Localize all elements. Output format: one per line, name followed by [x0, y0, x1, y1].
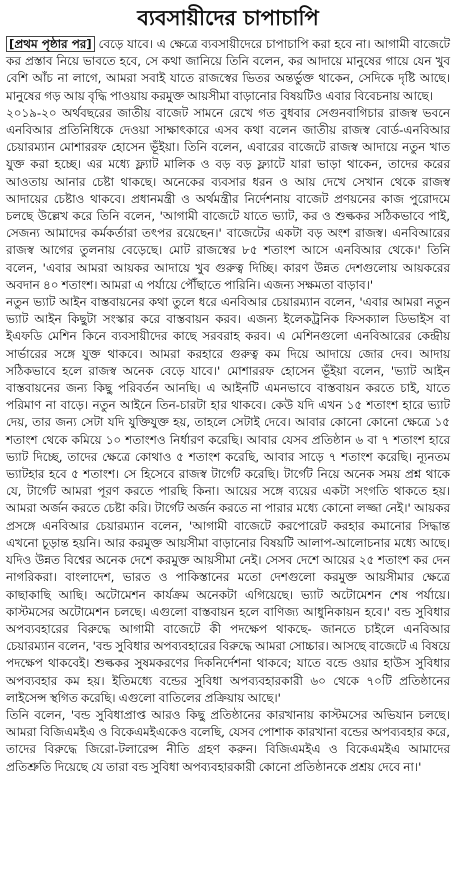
article-paragraph-1 — [6, 36, 450, 105]
article-paragraph-3: নতুন ভ্যাট আইন বাস্তবায়নের কথা তুলে ধরে এনবিআর চেয়ারম্যান বলেন, 'এবার আমরা নতুন ভ্যাট আইন কিছুটা সংস্কার করে বাস্তবায়ন করব। এজন্য ইলেকট্রনিক ফিসক্যাল ডিভাইস বা ইএফডি মেশিন কিনে ব্যবসায়ীদের কাছে সরবরাহ করব। এ মেশিনগুলো এনবিআরের কেন্দ্রীয় সার্ভারের সঙ্গে যুক্ত থাকবে। আমরা করহারে গুরুত্ব কম দিয়ে আদায়ে জোর দেব। আদায় সঠিকভাবে হলে রাজস্ব অনেক বেড়ে যাবে।' মোশাররফ হোসেন ভূঁইয়া বলেন, 'ভ্যাট আইন বাস্তবায়নের জন্য কিছু পরিবর্তন আনছি। এ আইনটি এমনভাবে বাস্তবায়ন করতে চাই, যাতে পরিমাণ না বাড়ে। নতুন আইনে তিন-চারটা হার থাকবে। কেউ যদি এখন ১৫ শতাংশ হারে ভ্যাট দেয়, তার জন্য সেটা যদি যুক্তিযুক্ত হয়, তাহলে সেটাই দেবে। আবার কোনো কোনো ক্ষেত্রে ১৫ শতাংশ থেকে কমিয়ে ১০ শতাংশও নির্ধারণ করেছি। আবার যেসব প্রতিষ্ঠান ৬ বা ৭ শতাংশ হারে ভ্যাট দিচ্ছে, তাদের ক্ষেত্রে কোথাও ৫ শতাংশ করেছি, আবার সাড়ে ৭ শতাংশ করেছি। ন্যূনতম ভ্যাটহার হবে ৫ শতাংশ। সে হিসেবে রাজস্ব টার্গেট করেছি। টার্গেট নিয়ে অনেক সময় প্রশ্ন থাকে যে, টার্গেট আমরা পূরণ করতে পারছি কিনা। আয়ের সঙ্গে ব্যয়ের একটা সংগতি থাকতে হয়। আমরা অর্জন করতে চেষ্টা করি। টার্গেট অর্জন করতে না পারার মধ্যে কোনো লজ্জা নেই।' আয়কর প্রসঙ্গে এনবিআর চেয়ারম্যান বলেন, 'আগামী বাজেটে করপোরেট করহার কমানোর সিদ্ধান্ত এখনো চূড়ান্ত হয়নি। আর করমুক্ত আয়সীমা বাড়ানোর বিষয়টি আলাপ-আলোচনার মধ্যে আছে। যদিও উন্নত বিশ্বের অনেক দেশে করমুক্ত আয়সীমা নেই। সেসব দেশে আয়ের ২৫ শতাংশ কর দেন নাগরিকরা। বাংলাদেশ, ভারত ও পাকিস্তানের মতো দেশগুলো করমুক্ত আয়সীমার ক্ষেত্রে কাছাকাছি আছি। অটোমেশন কার্যক্রম অনেকটা এগিয়েছে। ভ্যাট অটোমেশন শেষ পর্যায়ে। কাস্টমসের অটোমেশন চলছে। এগুলো বাস্তবায়ন হলে বাণিজ্য আধুনিকায়ন হবে।' বন্ড সুবিধার অপব্যবহারের বিরুদ্ধে আগামী বাজেটে কী পদক্ষেপ থাকছে- জানতে চাইলে এনবিআর চেয়ারম্যান বলেন, 'বন্ড সুবিধার অপব্যবহারের বিরুদ্ধে আমরা সোচ্চার। আসছে বাজেটে এ বিষয়ে পদক্ষেপ থাকবেই। শুল্ককর সুষমকরণের দিকনির্দেশনা থাকবে; যাতে বন্ডে ওয়ার হাউস সুবিধার অপব্যবহার কম হয়। ইতিমধ্যে বন্ডের সুবিধা অপব্যবহারকারী ৬০ থেকে ৭০টি প্রতিষ্ঠানের লাইসেন্স স্থগিত করেছি। এগুলো বাতিলের প্রক্রিয়ায় আছে।' — [6, 295, 450, 705]
article-paragraph-2: ২০১৯-২০ অর্থবছরের জাতীয় বাজেট সামনে রেখে গত বুধবার সেগুনবাগিচার রাজস্ব ভবনে এনবিআর প্রতিনিধিকে দেওয়া সাক্ষাৎকারে এসব কথা বলেন জাতীয় রাজস্ব বোর্ড-এনবিআর চেয়ারম্যান মোশাররফ হোসেন ভূঁইয়া। তিনি বলেন, এবারের বাজেটে রাজস্ব আদায়ে নতুন খাত যুক্ত করা হচ্ছে। এর মধ্যে ফ্ল্যাট মালিক ও বড় বড় ফ্ল্যাটে যারা ভাড়া থাকেন, তাদের করের আওতায় আনার চেষ্টা থাকছে। অনেকের ব্যবসার ধরন ও আয় দেখে সেখান থেকে রাজস্ব আদায়ের চেষ্টাও থাকবে। প্রধানমন্ত্রী ও অর্থমন্ত্রীর নির্দেশনায় বাজেট প্রণয়নের কাজ পুরোদমে চলছে উল্লেখ করে তিনি বলেন, 'আগামী বাজেটে যাতে ভ্যাট, কর ও শুল্ককর সঠিকভাবে পাই, সেজন্য আমাদের কর্মকর্তারা তৎপর রয়েছেন।' বাজেটের একটা বড় অংশ রাজস্ব। এনবিআরের রাজস্ব আগের তুলনায় বেড়েছে। মোট রাজস্বের ৮৫ শতাংশ আসে এনবিআর থেকে।' তিনি বলেন, 'এবার আমরা আয়কর আদায়ে খুব গুরুত্ব দিচ্ছি। কারণ উন্নত দেশগুলোয় আয়করের অবদান ৪০ শতাংশ। আমরা এ পর্যায়ে পৌঁছাতে পারিনি। এজন্য সক্ষমতা বাড়াব।' — [6, 105, 451, 292]
article-headline: ব্যবসায়ীদের চাপাচাপি — [137, 6, 319, 30]
article-paragraph-4: তিনি বলেন, 'বন্ড সুবিধাপ্রাপ্ত আরও কিছু প্রতিষ্ঠানের কারখানায় কাস্টমসের অভিযান চলছে। আমরা বিজিএমইএ ও বিকেএমইএকেও বলেছি, যেসব পোশাক কারখানা বন্ডের অপব্যবহার করে, তাদের বিরুদ্ধে জিরো-টলারেন্স নীতি গ্রহণ করুন। বিজিএমইএ ও বিকেএমইএ আমাদের প্রতিশ্রুতি দিয়েছে যে তারা বন্ড সুবিধা অপব্যবহারকারী কোনো প্রতিষ্ঠানকে প্রশ্রয় দেবে না।' — [6, 707, 450, 774]
paragraph-1-text: বেড়ে যাবে। এ ক্ষেত্রে ব্যবসায়ীদেরে চাপাচাপি করা হবে না। আগামী বাজেটে কর প্রস্তাব নিয়ে ভাবতে হবে, সে কথা জানিয়ে তিনি বলেন, কর আদায়ে মানুষের গায়ে যেন খুব বেশি আঁচ না লাগে, আমরা সবাই যাতে রাজস্বের ভিতর অন্তর্ভুক্ত থাকেন, সেদিকে দৃষ্টি আছে। মানুষের গড় আয় বৃদ্ধি পাওয়ায় করমুক্ত আয়সীমা বাড়ানোর বিষয়টিও এবার বিবেচনায় আছে। — [6, 37, 451, 103]
continued-from-front-page-label: [প্রথম পৃষ্ঠার পর] — [6, 36, 95, 52]
